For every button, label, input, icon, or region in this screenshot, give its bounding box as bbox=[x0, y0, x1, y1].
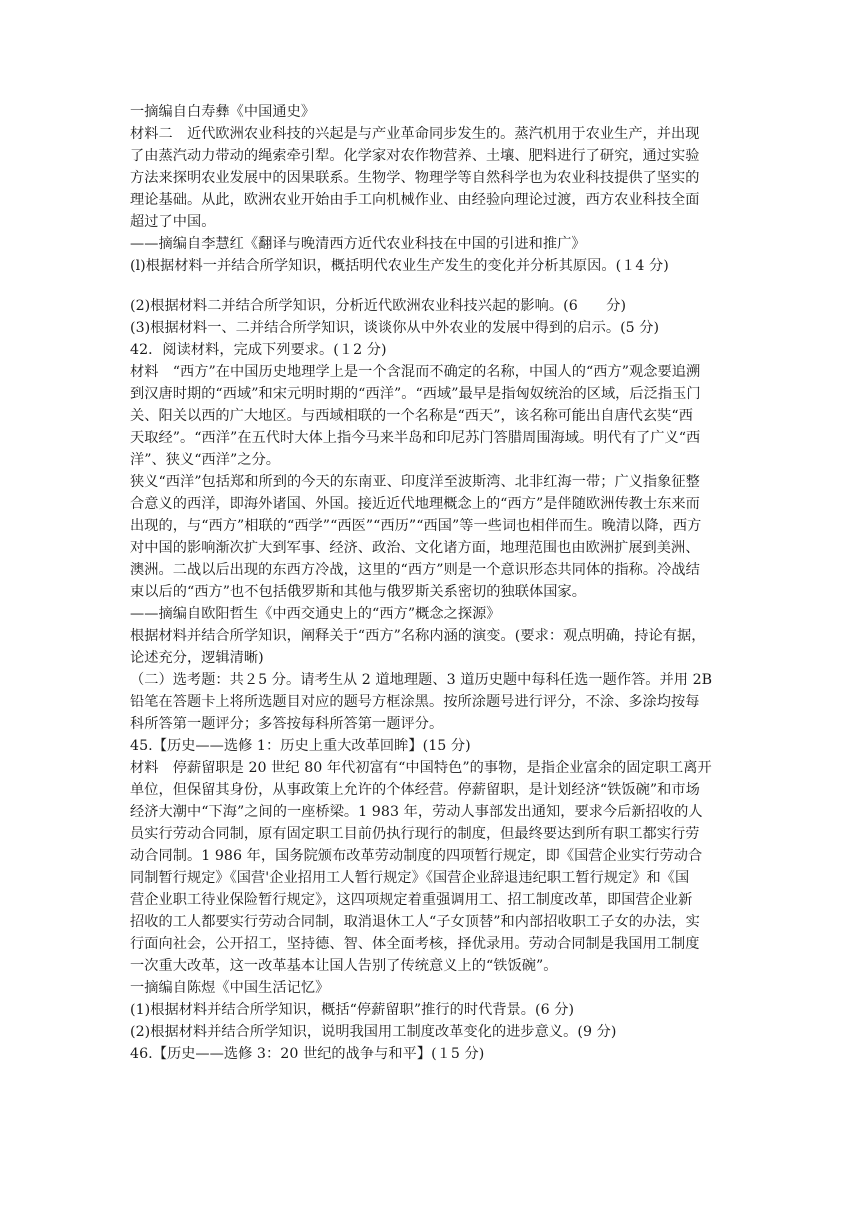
text-line: (2)根据材料二并结合所学知识，分析近代欧洲农业科技兴起的影响。(6 分) bbox=[130, 298, 627, 314]
text-line: 束以后的“西方”也不包括俄罗斯和其他与俄罗斯关系密切的独联体国家。 bbox=[130, 584, 586, 600]
text-line: ——摘编自欧阳哲生《中西交通史上的“西方”概念之探源》 bbox=[130, 606, 501, 622]
text-line: 动合同制。1 986 年，国务院颁布改革劳动制度的四项暂行规定，即《国营企业实行劳动合 bbox=[130, 848, 703, 864]
blank-line bbox=[130, 277, 730, 295]
text-line: 一摘编自陈煜《中国生活记忆》 bbox=[130, 980, 330, 996]
text-line: 根据材料并结合所学知识，阐释关于“西方”名称内涵的演变。(要求：观点明确，持论有据， bbox=[130, 628, 706, 644]
text-line: 材料二 近代欧洲农业科技的兴起是与产业革命同步发生的。蒸汽机用于农业生产，并出现 bbox=[130, 126, 700, 142]
text-line: 材料 “西方”在中国历史地理学上是一个含混而不确定的名称，中国人的“西方”观念要追溯 bbox=[130, 364, 701, 380]
text-line: ——摘编自李慧红《翻译与晚清西方近代农业科技在中国的引进和推广》 bbox=[130, 236, 586, 252]
text-line: 洋”、狭义“西洋”之分。 bbox=[130, 452, 281, 468]
text-line: 行面向社会，公开招工，坚持德、智、体全面考核，择优录用。劳动合同制是我国用工制度 bbox=[130, 936, 700, 952]
text-line: 一摘编自白寿彝《中国通史》 bbox=[130, 104, 316, 120]
text-line: 42．阅读材料，完成下列要求。(１2 分) bbox=[130, 342, 387, 358]
text-line: 单位，但保留其身份，从事政策上允许的个体经营。停薪留职，是计划经济“铁饭碗”和市场 bbox=[130, 782, 700, 798]
text-line: 科所答第一题评分；多答按每科所答第一题评分。 bbox=[130, 716, 444, 732]
text-line: 论述充分，逻辑清晰) bbox=[130, 650, 264, 666]
text-line: 理论基础。从此，欧洲农业开始由手工向机械作业、由经验向理论过渡，西方农业科技全面 bbox=[130, 192, 700, 208]
text-line: (3)根据材料一、二并结合所学知识，谈谈你从中外农业的发展中得到的启示。(5 分) bbox=[130, 320, 660, 336]
text-line: 45.【历史——选修 1：历史上重大改革回眸】(15 分) bbox=[130, 738, 471, 754]
document-page bbox=[130, 101, 730, 1065]
text-line: (1)根据材料并结合所学知识，概括“停薪留职”推行的时代背景。(6 分) bbox=[130, 1002, 575, 1018]
text-line: 对中国的影响渐次扩大到军事、经济、政治、文化诸方面，地理范围也由欧洲扩展到美洲、 bbox=[130, 540, 700, 556]
text-line: 同制暂行规定》《国营'企业招用工人暂行规定》《国营企业辞退违纪职工暂行规定》和《国 bbox=[130, 870, 690, 886]
text-line: 天取经”。“西洋”在五代时大体上指今马来半岛和印尼苏门答腊周围海域。明代有了广义“西 bbox=[130, 430, 701, 446]
text-line: 46.【历史——选修 3：20 世纪的战争与和平】(１5 分) bbox=[130, 1046, 485, 1062]
text-line: 出现的，与“西方”相联的“西学”“西医”“西历”“西国”等一些词也相伴而生。晚清以降，西方 bbox=[130, 518, 702, 534]
text-line: 铅笔在答题卡上将所选题目对应的题号方框涂黑。按所涂题号进行评分，不涂、多涂均按每 bbox=[130, 694, 700, 710]
text-line: 方法来探明农业发展中的因果联系。生物学、物理学等自然科学也为农业科技提供了坚实的 bbox=[130, 170, 700, 186]
text-line: 经济大潮中“下海”之间的一座桥梁。1 983 年，劳动人事部发出通知，要求今后新招收的人 bbox=[130, 804, 703, 820]
text-line: 到汉唐时期的“西域”和宋元明时期的“西洋”。“西域”最早是指匈奴统治的区域，后泛指玉门 bbox=[130, 386, 701, 402]
text-line: 一次重大改革，这一改革基本让国人告别了传统意义上的“铁饭碗”。 bbox=[130, 958, 558, 974]
text-line: (2)根据材料并结合所学知识，说明我国用工制度改革变化的进步意义。(9 分) bbox=[130, 1024, 617, 1040]
text-line: 材料 停薪留职是 20 世纪 80 年代初富有“中国特色”的事物，是指企业富余的固定职工离开 bbox=[130, 760, 712, 776]
text-line: 招收的工人都要实行劳动合同制，取消退休工人“子女顶替”和内部招收职工子女的办法，实 bbox=[130, 914, 700, 930]
text-line: 合意义的西洋，即海外诸国、外国。接近近代地理概念上的“西方”是伴随欧洲传教士东来而 bbox=[130, 496, 700, 512]
text-line: 员实行劳动合同制，原有固定职工目前仍执行现行的制度，但最终要达到所有职工都实行劳 bbox=[130, 826, 700, 842]
text-line: （二）选考题：共２5 分。请考生从 2 道地理题、3 道历史题中每科任选一题作答。并用 2B bbox=[130, 672, 713, 688]
text-line: 澳洲。二战以后出现的东西方冷战，这里的“西方”则是一个意识形态共同体的指称。冷战结 bbox=[130, 562, 700, 578]
text-line: 营企业职工待业保险暂行规定》，这四项规定着重强调用工、招工制度改革，即国营企业新 bbox=[130, 892, 693, 908]
text-line: 超过了中国。 bbox=[130, 214, 216, 230]
text-line: (l)根据材料一并结合所学知识，概括明代农业生产发生的变化并分析其原因。(１4 分) bbox=[130, 258, 669, 274]
text-line: 关、阳关以西的广大地区。与西域相联的一个名称是“西天”，该名称可能出自唐代玄奘“西 bbox=[130, 408, 693, 424]
text-line: 狭义“西洋”包括郑和所到的今天的东南亚、印度洋至波斯湾、北非红海一带；广义指象征整 bbox=[130, 474, 700, 490]
text-line: 了由蒸汽动力带动的绳索牵引犁。化学家对农作物营养、土壤、肥料进行了研究，通过实验 bbox=[130, 148, 700, 164]
